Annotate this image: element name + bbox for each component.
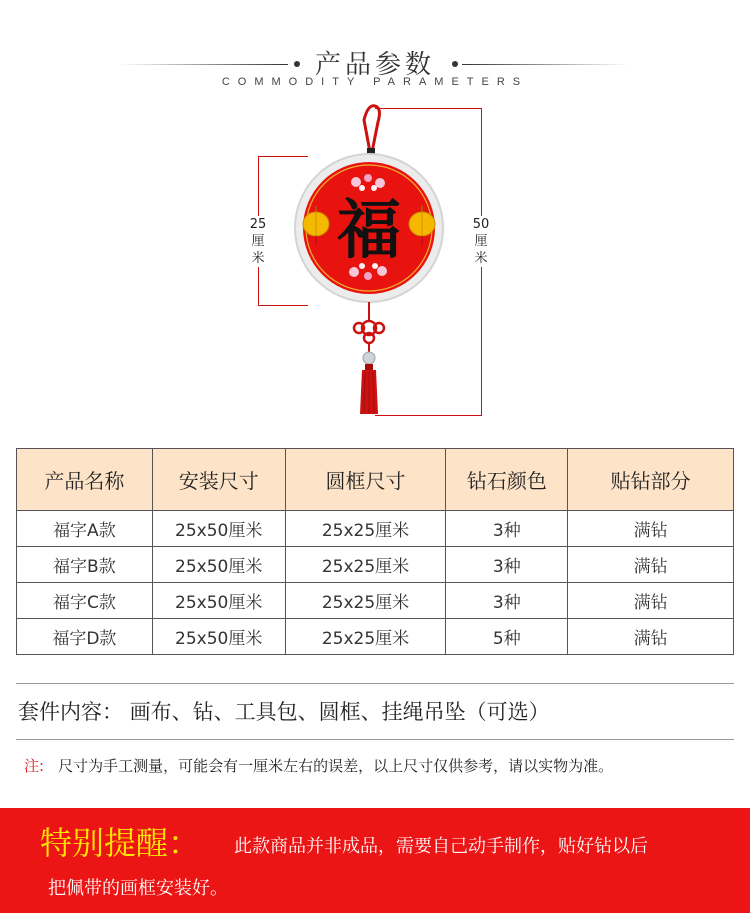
pendant-bead [363, 352, 375, 364]
cell-product-name: 福字C款 [17, 583, 153, 619]
note-line [24, 755, 613, 776]
col-header-diamond-area: 贴钻部分 [568, 449, 734, 511]
note-label: 注: [24, 757, 45, 775]
height-unit-2: 米 [474, 251, 488, 266]
cell-frame-size: 25x25厘米 [285, 547, 446, 583]
cell-diamond-colors: 3种 [446, 547, 568, 583]
cell-diamond-colors: 3种 [446, 583, 568, 619]
height-value: 50 [472, 217, 490, 232]
divider-top [16, 683, 734, 684]
cell-diamond-area: 满钻 [568, 511, 734, 547]
cell-diamond-area: 满钻 [568, 619, 734, 655]
col-header-frame-size: 圆框尺寸 [285, 449, 446, 511]
fu-character: 福 [337, 194, 401, 268]
table-header-row [17, 449, 734, 511]
cell-frame-size: 25x25厘米 [285, 619, 446, 655]
header-dot-right [452, 61, 458, 67]
width-unit-2: 米 [251, 251, 265, 266]
cell-frame-size: 25x25厘米 [285, 583, 446, 619]
height-unit-1: 厘 [474, 234, 488, 249]
section-subtitle: COMMODITY PARAMETERS [221, 76, 529, 88]
table-row [17, 619, 734, 655]
reminder-banner [0, 808, 750, 913]
col-header-install-size: 安装尺寸 [152, 449, 285, 511]
header-divider-right [462, 64, 630, 65]
reminder-title: 特别提醒： [40, 824, 201, 862]
hanging-loop [364, 106, 379, 152]
cell-install-size: 25x50厘米 [152, 583, 285, 619]
reminder-line-1: 此款商品并非成品，需要自己动手制作，贴好钻以后 [234, 836, 648, 857]
width-value: 25 [249, 217, 267, 232]
col-header-product-name: 产品名称 [17, 449, 153, 511]
parameters-table [16, 448, 734, 655]
divider-bottom [16, 739, 734, 740]
cell-install-size: 25x50厘米 [152, 547, 285, 583]
section-header [0, 0, 750, 100]
cell-diamond-colors: 3种 [446, 511, 568, 547]
height-dimension-label [467, 216, 495, 267]
cell-install-size: 25x50厘米 [152, 511, 285, 547]
cell-product-name: 福字A款 [17, 511, 153, 547]
cell-diamond-area: 满钻 [568, 583, 734, 619]
tassel-cap [365, 364, 373, 370]
cell-diamond-area: 满钻 [568, 547, 734, 583]
fu-ornament-image [280, 100, 470, 430]
cell-diamond-colors: 5种 [446, 619, 568, 655]
table-row [17, 511, 734, 547]
table-row [17, 583, 734, 619]
chinese-knot-icon [354, 321, 384, 352]
cell-product-name: 福字D款 [17, 619, 153, 655]
product-illustration [0, 100, 750, 430]
cell-product-name: 福字B款 [17, 547, 153, 583]
cell-install-size: 25x50厘米 [152, 619, 285, 655]
section-title: 产品参数 [314, 50, 435, 80]
reminder-line-2: 把佩带的画框安装好。 [48, 878, 228, 899]
note-text: 尺寸为手工测量，可能会有一厘米左右的误差，以上尺寸仅供参考，请以实物为准。 [58, 757, 614, 775]
kit-contents: 套件内容： 画布、钻、工具包、圆框、挂绳吊坠（可选） [18, 700, 550, 724]
cell-frame-size: 25x25厘米 [285, 511, 446, 547]
width-dimension-label [244, 216, 272, 267]
col-header-diamond-colors: 钻石颜色 [446, 449, 568, 511]
table-row [17, 547, 734, 583]
width-unit-1: 厘 [251, 234, 265, 249]
